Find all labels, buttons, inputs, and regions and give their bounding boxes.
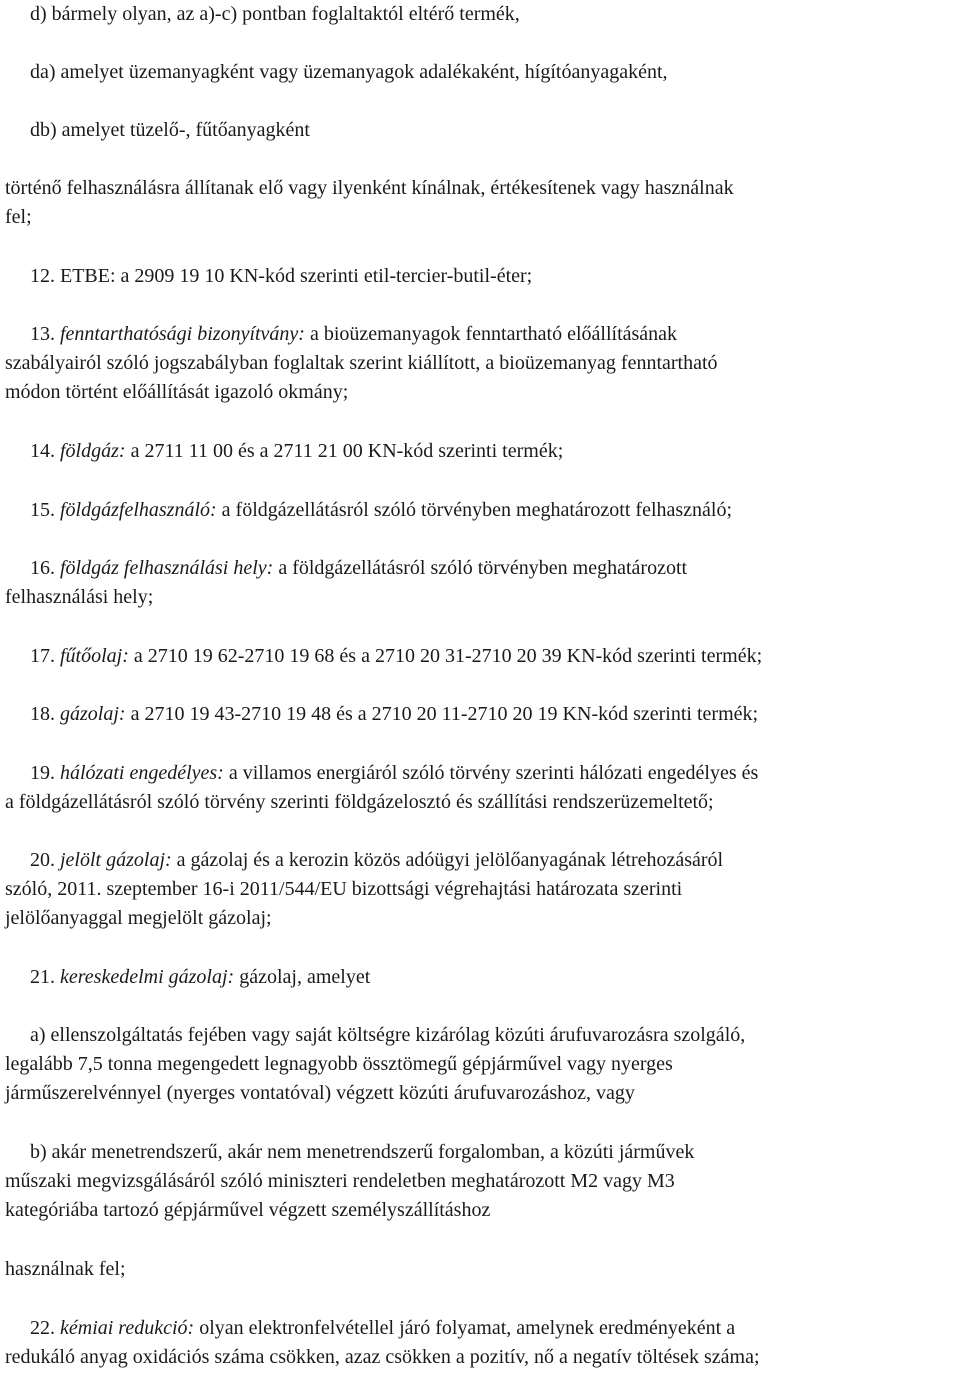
definition-15: 15. földgázfelhasználó: a földgázellátásról szóló törvényben meghatározott felhasználó; <box>30 499 733 521</box>
defined-term: gázolaj: <box>60 703 126 725</box>
definition-19: 19. hálózati engedélyes: a villamos energiáról szóló törvény szerinti hálózati engedélyes és a földgázellátásról szóló törvény szerinti földgázelosztó és szállítási rendszerüzemeltető; <box>5 762 759 814</box>
paragraph-da: da) amelyet üzemanyagként vagy üzemanyagok adalékaként, hígítóanyagaként, <box>30 61 668 83</box>
definition-14: 14. földgáz: a 2711 11 00 és a 2711 21 00 KN-kód szerinti termék; <box>30 440 564 462</box>
defined-term: földgáz: <box>60 440 126 462</box>
defined-term: fenntarthatósági bizonyítvány: <box>60 323 305 345</box>
paragraph-21a: a) ellenszolgáltatás fejében vagy saját költségre kizárólag közúti árufuvarozásra szolgáló, legalább 7,5 tonna megengedett legnagyobb össztömegű gépjárművel vagy nyerges járműszerelvénnyel (nyerges vontatóval) végzett közúti árufuvarozáshoz, vagy <box>5 1024 746 1105</box>
definition-21: 21. kereskedelmi gázolaj: gázolaj, amelyet <box>30 966 371 988</box>
paragraph-db: db) amelyet tüzelő-, fűtőanyagként <box>30 119 310 141</box>
defined-term: földgázfelhasználó: <box>60 499 217 521</box>
definition-12: 12. ETBE: a 2909 19 10 KN-kód szerinti etil-tercier-butil-éter; <box>30 265 533 287</box>
defined-term: hálózati engedélyes: <box>60 762 224 784</box>
defined-term: fűtőolaj: <box>60 645 129 667</box>
definition-13: 13. fenntarthatósági bizonyítvány: a bioüzemanyagok fenntartható előállításának szabályairól szóló jogszabályban foglaltak szerint kiállított, a bioüzemanyag fenntartható módon történt előállítását igazoló okmány; <box>5 323 718 404</box>
paragraph-tortenő: történő felhasználásra állítanak elő vagy ilyenként kínálnak, értékesítenek vagy használnak fel; <box>5 177 734 229</box>
definition-22: 22. kémiai redukció: olyan elektronfelvétellel járó folyamat, amelynek eredményeként a redukáló anyag oxidációs száma csökken, azaz csökken a pozitív, nő a negatív töltések száma; <box>5 1317 760 1369</box>
defined-term: kémiai redukció: <box>60 1317 195 1339</box>
definition-17: 17. fűtőolaj: a 2710 19 62-2710 19 68 és a 2710 20 31-2710 20 39 KN-kód szerinti termék; <box>30 645 763 667</box>
definition-20: 20. jelölt gázolaj: a gázolaj és a kerozin közös adóügyi jelölőanyagának létrehozásáról szóló, 2011. szeptember 16-i 2011/544/EU bizottsági végrehajtási határozata szerinti jelölőanyaggal megjelölt gázolaj; <box>5 849 724 930</box>
defined-term: kereskedelmi gázolaj: <box>60 966 235 988</box>
defined-term: földgáz felhasználási hely: <box>60 557 274 579</box>
paragraph-21b: b) akár menetrendszerű, akár nem menetrendszerű forgalomban, a közúti járművek műszaki megvizsgálásáról szóló miniszteri rendeletben meghatározott M2 vagy M3 kategóriába tartozó gépjárművel végzett személyszállításhoz <box>5 1141 695 1222</box>
paragraph-hasznalnak: használnak fel; <box>5 1258 126 1280</box>
definition-16: 16. földgáz felhasználási hely: a földgázellátásról szóló törvényben meghatározott felhasználási hely; <box>5 557 688 609</box>
definition-18: 18. gázolaj: a 2710 19 43-2710 19 48 és a 2710 20 11-2710 20 19 KN-kód szerinti termék; <box>30 703 759 725</box>
paragraph-d: d) bármely olyan, az a)-c) pontban foglaltaktól eltérő termék, <box>30 3 520 25</box>
defined-term: jelölt gázolaj: <box>60 849 172 871</box>
